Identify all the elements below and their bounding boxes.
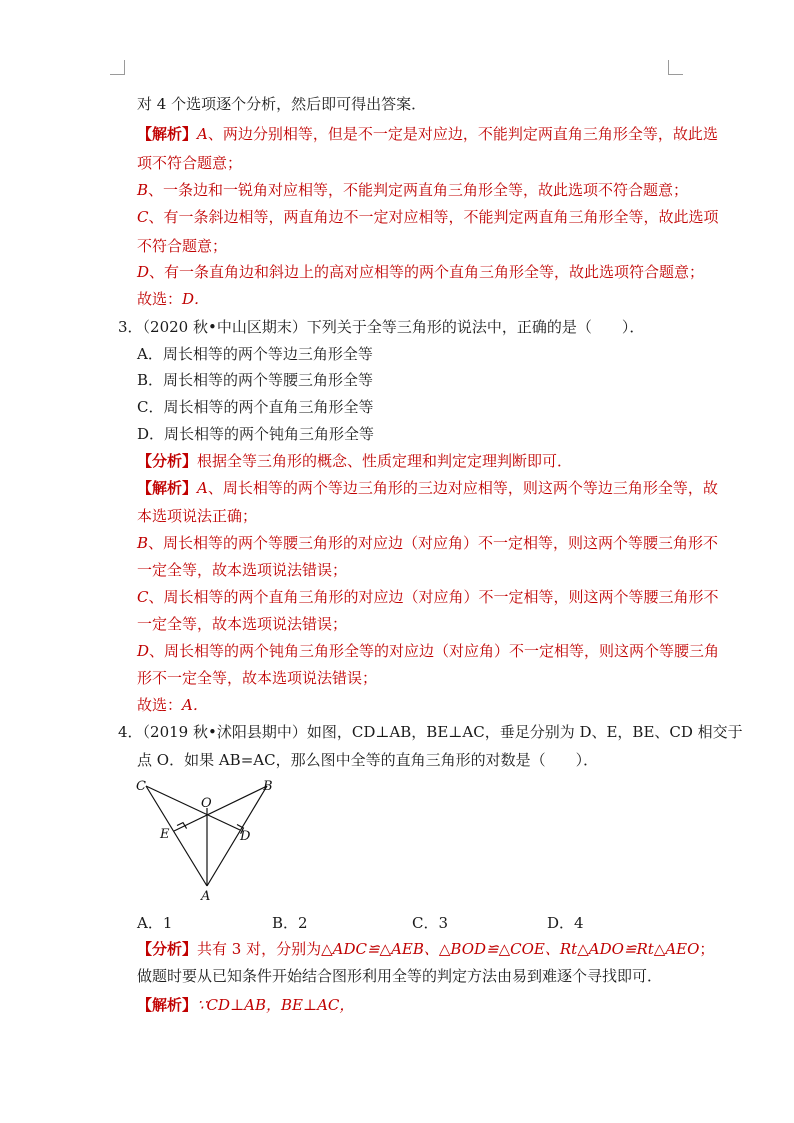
q3-solution-b-cont: 一定全等，故本选项说法错误； <box>137 561 348 579</box>
q3-solution-d: D、周长相等的两个钝角三角形全等的对应边（对应角）不一定相等，则这两个等腰三角 <box>137 642 720 660</box>
label-c: C <box>136 779 146 794</box>
q3-solution-b: B、周长相等的两个等腰三角形的对应边（对应角）不一定相等，则这两个等腰三角形不 <box>137 534 719 552</box>
q3-option-c: C．周长相等的两个直角三角形全等 <box>137 398 374 416</box>
q4-choice-c: C．3 <box>412 914 449 932</box>
label-a: A <box>201 889 211 904</box>
q2-solution-a: 【解析】A、两边分别相等，但是不一定是对应边，不能判定两直角三角形全等，故此选 <box>137 125 718 143</box>
analysis-tag: 【分析】 <box>137 452 198 470</box>
solution-tag: 【解析】 <box>137 996 198 1014</box>
q3-solution-a: 【解析】A、周长相等的两个等边三角形的三边对应相等，则这两个等边三角形全等，故 <box>137 479 718 497</box>
q4-choices <box>137 912 637 932</box>
crop-mark-top-right <box>668 60 683 75</box>
q3-analysis: 【分析】根据全等三角形的概念、性质定理和判定定理判断即可． <box>137 452 573 470</box>
q3-stem: 3．（2020 秋•中山区期末）下列关于全等三角形的说法中，正确的是（ ）． <box>118 318 645 336</box>
q3-option-a: A．周长相等的两个等边三角形全等 <box>137 345 373 363</box>
geometry-figure <box>134 776 284 904</box>
q4-analysis: 【分析】共有 3 对，分别为△ADC≌△AEB、△BOD≌△COE、Rt△ADO≌Rt△AEO； <box>137 940 715 958</box>
q3-solution-c-cont: 一定全等，故本选项说法错误； <box>137 615 348 633</box>
solution-tag: 【解析】 <box>137 125 198 143</box>
crop-mark-top-left <box>110 60 125 75</box>
q3-answer: 故选：A． <box>137 696 208 714</box>
q2-solution-a-cont: 项不符合题意； <box>137 154 243 172</box>
label-o: O <box>201 796 212 811</box>
q4-stem-cont: 点 O．如果 AB=AC，那么图中全等的直角三角形的对数是（ ）． <box>137 751 599 769</box>
label-e: E <box>160 827 170 842</box>
q3-solution-c: C、周长相等的两个直角三角形的对应边（对应角）不一定相等，则这两个等腰三角形不 <box>137 588 719 606</box>
q4-choice-d: D．4 <box>547 914 584 932</box>
q3-solution-d-cont: 形不一定全等，故本选项说法错误； <box>137 669 378 687</box>
q2-solution-b: B、一条边和一锐角对应相等，不能判定两直角三角形全等，故此选项不符合题意； <box>137 181 689 199</box>
q4-solution: 【解析】∵CD⊥AB，BE⊥AC， <box>137 996 355 1014</box>
solution-tag: 【解析】 <box>137 479 198 497</box>
q2-analysis-continuation: 对 4 个选项逐个分析，然后即可得出答案． <box>137 95 427 113</box>
q4-analysis-cont: 做题时要从已知条件开始结合图形利用全等的判定方法由易到难逐个寻找即可． <box>137 967 663 985</box>
q4-stem: 4．（2019 秋•沭阳县期中）如图，CD⊥AB，BE⊥AC，垂足分别为 D、E，BE、CD 相交于 <box>118 723 743 741</box>
q2-answer: 故选：D． <box>137 290 210 308</box>
q3-solution-a-cont: 本选项说法正确； <box>137 507 258 525</box>
segment-ca <box>146 786 207 886</box>
q2-solution-d: D、有一条直角边和斜边上的高对应相等的两个直角三角形全等，故此选项符合题意； <box>137 263 705 281</box>
analysis-tag: 【分析】 <box>137 940 198 958</box>
label-d: D <box>240 829 251 844</box>
q2-solution-c: C、有一条斜边相等，两直角边不一定对应相等，不能判定两直角三角形全等，故此选项 <box>137 208 719 226</box>
q2-solution-c-cont: 不符合题意； <box>137 237 228 255</box>
label-b: B <box>263 779 273 794</box>
q3-option-b: B．周长相等的两个等腰三角形全等 <box>137 371 374 389</box>
q4-choice-a: A．1 <box>137 914 173 932</box>
q3-option-d: D．周长相等的两个钝角三角形全等 <box>137 425 375 443</box>
q4-choice-b: B．2 <box>272 914 308 932</box>
